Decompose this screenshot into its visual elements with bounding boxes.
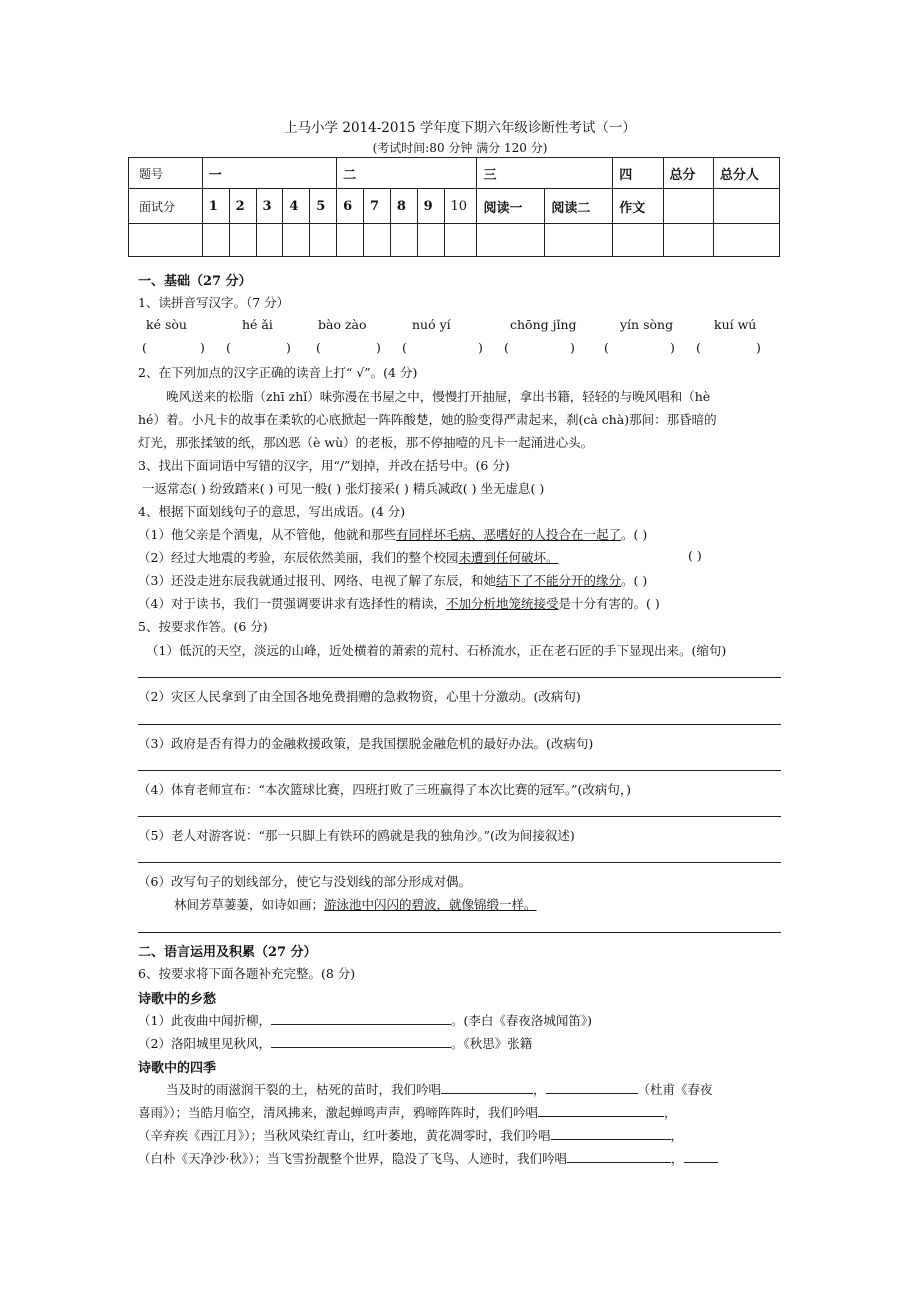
answer-bracket[interactable]: )	[200, 340, 205, 355]
score-col-reading-1: 阅读一	[477, 189, 545, 224]
score-cell-empty[interactable]	[713, 224, 779, 257]
fill-blank[interactable]	[551, 1127, 671, 1140]
score-col-num: 7	[363, 189, 390, 224]
score-col-num: 8	[390, 189, 417, 224]
score-cell-empty[interactable]	[337, 224, 364, 257]
col-part-2: 二	[337, 158, 477, 189]
fill-blank[interactable]	[567, 1150, 671, 1163]
score-cell-empty	[663, 189, 713, 224]
fill-blank[interactable]	[684, 1150, 718, 1163]
answer-bracket: (	[604, 340, 609, 355]
score-cell-empty[interactable]	[444, 224, 477, 257]
q4-item-3	[138, 571, 647, 589]
row-label-score: 面试分	[129, 189, 203, 224]
answer-bracket[interactable]: )	[756, 340, 761, 355]
q5-item-1: （1）低沉的天空，淡远的山峰，近处横着的萧索的荒村、石桥流水，正在老石匠的手下显现出来。(缩句)	[146, 643, 727, 658]
pinyin-item: yín sòng	[620, 317, 674, 332]
exam-subtitle: (考试时间:80 分钟 满分 120 分)	[372, 141, 548, 155]
score-cell-empty[interactable]	[545, 224, 613, 257]
seasons-text: ，	[670, 1151, 684, 1166]
answer-bracket[interactable]: )	[570, 340, 575, 355]
seasons-line-4	[138, 1149, 718, 1167]
q5-item-4: （4）体育老师宣布：“本次篮球比赛，四班打败了三班赢得了本次比赛的冠军。”(改病句，)	[138, 782, 631, 797]
seasons-text: （杜甫《春夜	[637, 1082, 713, 1097]
pinyin-item: nuó yí	[412, 317, 451, 332]
score-cell-empty[interactable]	[477, 224, 545, 257]
q4-answer[interactable]: 。( )	[620, 527, 648, 542]
seasons-text: ，	[670, 1128, 684, 1143]
score-col-essay: 作文	[613, 189, 663, 224]
seasons-text: （白朴《天净沙·秋》）；当飞雪扮靓整个世界，隐没了飞鸟、人迹时，我们吟唱	[138, 1151, 567, 1166]
q4-answer[interactable]: 是十分有害的。( )	[558, 596, 660, 611]
q5-item-5: （5）老人对游客说：“那一只脚上有铁环的鸥就是我的独角沙。”(改为间接叙述)	[138, 828, 575, 843]
score-cell-empty[interactable]	[229, 224, 256, 257]
fill-blank[interactable]	[271, 1012, 451, 1025]
pinyin-item: bào zào	[318, 317, 367, 332]
poem-line-1	[138, 1011, 592, 1029]
score-cell-empty[interactable]	[613, 224, 663, 257]
answer-bracket: (	[142, 340, 147, 355]
answer-bracket: (	[504, 340, 509, 355]
pinyin-item: hé ǎi	[242, 317, 273, 332]
seasons-text: ，	[533, 1082, 546, 1097]
score-cell-empty[interactable]	[663, 224, 713, 257]
poem-text: （2）洛阳城里见秋风，	[138, 1036, 271, 1051]
score-cell-empty[interactable]	[202, 224, 229, 257]
col-part-4: 四	[613, 158, 663, 189]
q4-text: （2）经过大地震的考验，东辰依然美丽，我们的整个校园	[138, 550, 459, 565]
q2-passage-line: hé）着。小凡卡的故事在柔软的心底掀起一阵阵酸楚，她的脸变得严肃起来，刹(cà chà)那间：那昏暗的	[138, 412, 717, 427]
score-col-num: 10	[444, 189, 477, 224]
poem-source: 。(李白《春夜洛城闻笛》)	[450, 1013, 592, 1028]
poem-source: 。《秋思》张籍	[450, 1036, 533, 1051]
answer-line[interactable]	[138, 770, 781, 771]
q4-underlined: 不加分析地笼统接受	[445, 596, 559, 611]
q2-prompt: 2、在下列加点的汉字正确的读音上打“ √”。(4 分)	[138, 365, 418, 380]
answer-bracket[interactable]: )	[286, 340, 291, 355]
answer-line[interactable]	[138, 677, 781, 678]
exam-title: 上马小学 2014-2015 学年度下期六年级诊断性考试（一）	[284, 120, 636, 136]
q4-prompt: 4、根据下面划线句子的意思，写出成语。(4 分)	[138, 504, 406, 519]
q5-6-underlined: 游泳池中闪闪的碧波，就像锦缎一样。	[324, 897, 537, 912]
q4-answer[interactable]: ( )	[688, 548, 702, 563]
q4-underlined: 有同样坏毛病、恶嗜好的人投合在一起了	[395, 527, 621, 542]
score-cell-empty[interactable]	[283, 224, 310, 257]
answer-bracket: (	[226, 340, 231, 355]
q3-words[interactable]: 一返常态( ) 纷致踏来( ) 可见一般( ) 张灯接采( ) 精兵减政( ) 坐无虚息( )	[142, 481, 545, 496]
seasons-text: 喜雨》）；当皓月临空，清风拂来，激起蝉鸣声声，鸦啼阵阵时，我们吟唱	[138, 1105, 539, 1120]
score-cell-empty[interactable]	[256, 224, 283, 257]
pinyin-item: ké sòu	[146, 317, 187, 332]
answer-bracket[interactable]: )	[670, 340, 675, 355]
fill-blank[interactable]	[271, 1035, 451, 1048]
q4-answer[interactable]: 。( )	[620, 573, 648, 588]
score-col-num: 1	[202, 189, 229, 224]
answer-bracket[interactable]: )	[376, 340, 381, 355]
section-2-heading: 二、语言运用及积累（27 分）	[138, 945, 317, 960]
answer-line[interactable]	[138, 724, 781, 725]
q1-prompt: 1、读拼音写汉字。（7 分）	[138, 295, 290, 310]
score-col-num: 6	[337, 189, 364, 224]
poem-line-2	[138, 1034, 532, 1052]
answer-bracket[interactable]: )	[478, 340, 483, 355]
q4-text: （1）他父亲是个酒鬼，从不管他，他就和那些	[138, 527, 396, 542]
score-cell-empty[interactable]	[417, 224, 444, 257]
score-cell-empty[interactable]	[310, 224, 337, 257]
col-part-1: 一	[202, 158, 336, 189]
score-table	[128, 157, 780, 257]
q4-item-2	[138, 548, 558, 566]
poem-text: （1）此夜曲中闻折柳，	[138, 1013, 271, 1028]
q2-passage-line: 晚风送来的松脂（zhī zhǐ）味弥漫在书屋之中，慢慢打开抽屉，拿出书籍，轻轻的与晚风唱和（hè	[166, 389, 711, 404]
q5-item-2: （2）灾区人民拿到了由全国各地免费捐赠的急救物资，心里十分激动。(改病句)	[138, 689, 581, 704]
score-col-num: 3	[256, 189, 283, 224]
answer-bracket: (	[402, 340, 407, 355]
score-col-num: 9	[417, 189, 444, 224]
pinyin-item: chōng jǐng	[510, 317, 577, 332]
q3-prompt: 3、找出下面词语中写错的汉字，用“/”划掉，并改在括号中。(6 分)	[138, 458, 510, 473]
fill-blank[interactable]	[441, 1081, 533, 1094]
score-col-num: 2	[229, 189, 256, 224]
pinyin-item: kuí wú	[714, 317, 757, 332]
q4-text: （4）对于读书，我们一贯强调要讲求有选择性的精读，	[138, 596, 446, 611]
answer-bracket: (	[316, 340, 321, 355]
q4-item-1	[138, 525, 647, 543]
seasons-text: 当及时的雨滋润干裂的土，枯死的苗时，我们吟唱	[166, 1082, 442, 1097]
answer-line[interactable]	[138, 862, 781, 863]
q5-prompt: 5、按要求作答。(6 分)	[138, 619, 268, 634]
seasons-line-3	[138, 1126, 683, 1144]
subheading-homesick: 诗歌中的乡愁	[138, 992, 217, 1007]
fill-blank[interactable]	[546, 1081, 638, 1094]
q4-underlined: 未遭到任何破坏。	[458, 550, 559, 565]
col-grader: 总分人	[713, 158, 779, 189]
subheading-seasons: 诗歌中的四季	[138, 1061, 217, 1076]
q6-prompt: 6、按要求将下面各题补充完整。(8 分)	[138, 966, 356, 981]
seasons-line-2	[138, 1103, 677, 1121]
seasons-line-1	[166, 1080, 713, 1098]
q4-item-4	[138, 594, 660, 612]
answer-line[interactable]	[138, 816, 781, 817]
fill-blank[interactable]	[538, 1104, 664, 1117]
score-col-reading-2: 阅读二	[545, 189, 613, 224]
seasons-text: （辛弃疾《西江月》）；当秋风染红青山，红叶萎地，黄花凋零时，我们吟唱	[138, 1128, 551, 1143]
q5-item-6: （6）改写句子的划线部分，使它与没划线的部分形成对偶。	[138, 874, 471, 889]
col-total: 总分	[663, 158, 713, 189]
q4-underlined: 结下了不能分开的缘分	[495, 573, 621, 588]
q4-text: （3）还没走进东辰我就通过报刊、网络、电视了解了东辰，和她	[138, 573, 496, 588]
seasons-text: ，	[664, 1105, 677, 1120]
score-cell-empty	[713, 189, 779, 224]
section-1-heading: 一、基础（27 分）	[138, 274, 252, 289]
row-label-question: 题号	[129, 158, 203, 189]
q5-6-text: 林间芳草萋萋，如诗如画；	[174, 897, 325, 912]
score-col-num: 4	[283, 189, 310, 224]
q5-item-3: （3）政府是否有得力的金融救援政策，是我国摆脱金融危机的最好办法。(改病句)	[138, 736, 594, 751]
score-col-num: 5	[310, 189, 337, 224]
answer-line[interactable]	[138, 932, 781, 933]
answer-bracket: (	[696, 340, 701, 355]
score-cell-empty[interactable]	[363, 224, 390, 257]
q2-passage-line: 灯光，那张揉皱的纸，那凶恶（è wù）的老板，那不停抽噎的凡卡一起涌进心头。	[138, 435, 594, 450]
score-cell-empty[interactable]	[390, 224, 417, 257]
score-cell-empty[interactable]	[129, 224, 203, 257]
col-part-3: 三	[477, 158, 613, 189]
q5-item-6-sentence	[174, 895, 537, 913]
